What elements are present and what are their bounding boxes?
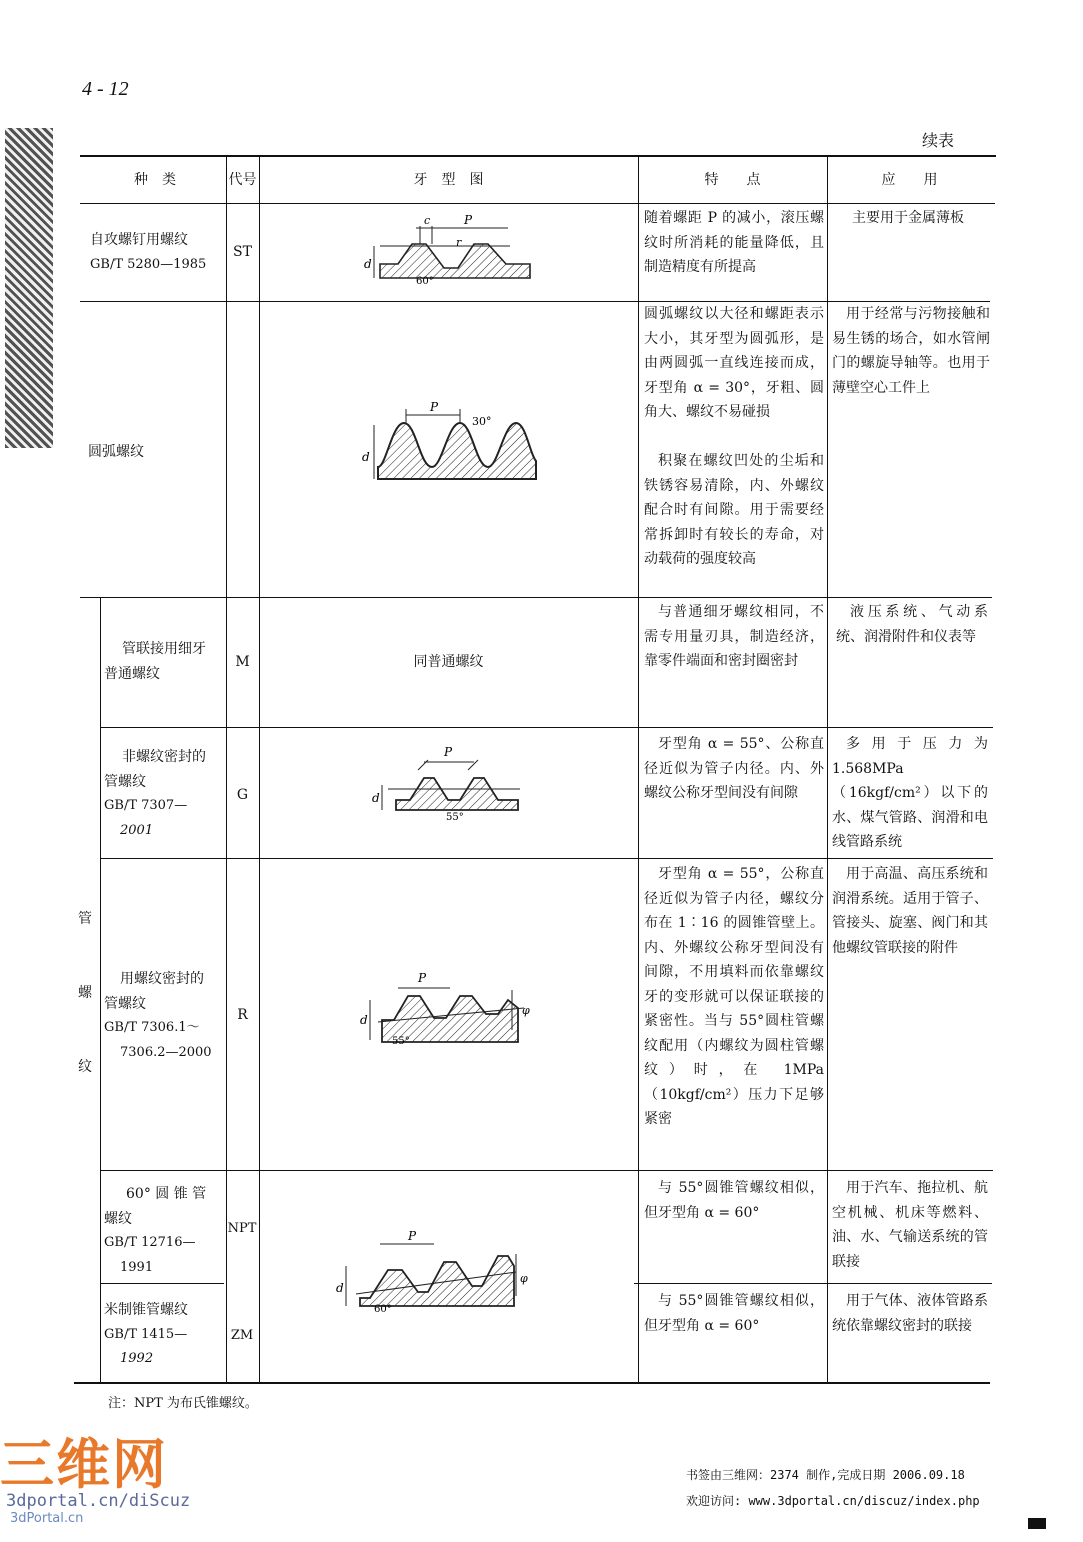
watermark-url-2: 3dPortal.cn xyxy=(10,1511,84,1526)
thread-standard-1: GB/T 7306.1～ xyxy=(104,1020,200,1035)
row-m-name xyxy=(104,637,224,686)
label-angle: 60° xyxy=(416,276,434,287)
row-rule xyxy=(100,727,993,728)
g-profile-diagram xyxy=(368,740,528,825)
label-angle: 60° xyxy=(374,1304,392,1315)
footer-visit-line: 欢迎访问: www.3dportal.cn/discuz/index.php xyxy=(686,1494,980,1508)
row-arc-application: 用于经常与污物接触和易生锈的场合，如水管闸门的螺旋导轴等。也用于薄壁空心工件上 xyxy=(832,306,990,396)
row-rule xyxy=(100,858,993,859)
row-m-code: M xyxy=(235,654,250,670)
thread-name: 自攻螺钉用螺纹 xyxy=(90,232,188,248)
label-phi: φ xyxy=(522,1004,530,1017)
header-application: 应 用 xyxy=(881,172,938,188)
thread-standard-2: 1992 xyxy=(120,1351,154,1366)
label-p: P xyxy=(444,745,453,759)
row-zm-application: 用于气体、液体管路系统依靠螺纹密封的联接 xyxy=(832,1293,988,1334)
npt-profile-diagram xyxy=(330,1226,530,1316)
row-g-code: G xyxy=(236,787,249,803)
continued-label: 续表 xyxy=(922,131,955,150)
header-features: 特 点 xyxy=(704,172,761,188)
row-zm-name xyxy=(104,1298,224,1372)
header-rule xyxy=(80,203,995,204)
label-d: d xyxy=(362,450,370,464)
row-arc-features-2: 积聚在螺纹凹处的尘垢和铁锈容易清除，内、外螺纹配合时有间隙。用于需要经常拆卸时有较长的寿命，对动载荷的强度较高 xyxy=(644,453,824,567)
row-r-application: 用于高温、高压系统和润滑系统。适用于管子、管接头、旋塞、阀门和其他螺纹管联接的附件 xyxy=(832,866,988,956)
watermark xyxy=(0,1433,191,1526)
label-d: d xyxy=(364,257,372,271)
table-top-rule xyxy=(80,155,996,157)
row-g-name xyxy=(104,745,224,843)
thread-name-2: 普通螺纹 xyxy=(104,665,160,682)
label-d: d xyxy=(372,791,380,805)
thread-name-1: 60° 圆 锥 管 xyxy=(126,1186,207,1202)
row-m-features: 与普通细牙螺纹相同，不需专用量刃具，制造经济，靠零件端面和密封圈密封 xyxy=(644,604,824,669)
col-line-features xyxy=(827,157,828,1383)
col-line-kind xyxy=(226,157,227,1383)
thread-standard-1: GB/T 12716— xyxy=(104,1235,196,1250)
row-arc-features-1: 圆弧螺纹以大径和螺距表示大小，其牙型为圆弧形，是由两圆弧一直线连接而成，牙型角 α = 30°，牙粗、圆角大、螺纹不易碰损 xyxy=(644,306,824,420)
row-g-features: 牙型角 α = 55°、公称直径近似为管子内径。内、外螺纹公称牙型间没有间隙 xyxy=(644,736,824,801)
header-kind: 种 类 xyxy=(134,172,176,188)
table-bottom-rule xyxy=(74,1382,990,1384)
thread-name-1: 米制锥管螺纹 xyxy=(104,1302,188,1318)
table-note: 注：NPT 为布氏锥螺纹。 xyxy=(108,1396,258,1411)
group-label-char: 纹 xyxy=(78,1059,92,1075)
group-label-char: 管 xyxy=(78,911,92,927)
thread-name-2: 管螺纹 xyxy=(104,995,146,1012)
label-phi: φ xyxy=(520,1272,528,1285)
row-r-name xyxy=(104,967,224,1065)
label-angle: 55° xyxy=(446,812,464,823)
row-st-application: 主要用于金属薄板 xyxy=(852,210,964,226)
header-profile: 牙 型 图 xyxy=(413,172,484,188)
footer-bookmark-line: 书签由三维网：2374 制作,完成日期 2006.09.18 xyxy=(686,1468,965,1482)
label-r: r xyxy=(456,236,462,249)
label-angle: 55° xyxy=(392,1036,410,1047)
row-st-code: ST xyxy=(233,244,252,260)
thread-standard-1: GB/T 1415— xyxy=(104,1326,188,1342)
row-npt-features: 与 55°圆锥管螺纹相似，但牙型角 α = 60° xyxy=(644,1180,824,1221)
thread-name-2: 管螺纹 xyxy=(104,773,146,790)
thread-name-2: 螺纹 xyxy=(104,1210,132,1227)
row-zm-code: ZM xyxy=(230,1328,254,1343)
row-rule xyxy=(80,597,992,598)
thread-standard-2: 2001 xyxy=(120,822,154,838)
page-number: 4 - 12 xyxy=(82,78,129,100)
row-r-code: R xyxy=(237,1007,248,1023)
arc-profile-diagram xyxy=(358,395,543,495)
thread-standard-1: GB/T 7307— xyxy=(104,798,188,813)
thread-standard-2: 1991 xyxy=(120,1259,154,1275)
st-profile-diagram xyxy=(360,206,540,296)
row-zm-features: 与 55°圆锥管螺纹相似，但牙型角 α = 60° xyxy=(644,1293,824,1334)
row-g-application: 多用于压力为 1.568MPa（16kgf/cm²）以下的水、煤气管路、润滑和电线管路系统 xyxy=(832,736,988,850)
row-st-features: 随着螺距 P 的减小，滚压螺纹时所消耗的能量降低，且制造精度有所提高 xyxy=(644,210,824,275)
row-m-application: 液压系统、气动系统、润滑附件和仪表等 xyxy=(836,604,988,645)
label-p: P xyxy=(418,971,427,985)
row-rule-partial xyxy=(100,1283,224,1284)
header-code: 代号 xyxy=(228,172,257,188)
row-m-profile-text: 同普通螺纹 xyxy=(413,654,484,670)
col-line-group xyxy=(100,597,101,1383)
row-arc-name: 圆弧螺纹 xyxy=(88,444,144,460)
thread-standard: GB/T 5280—1985 xyxy=(90,256,207,272)
binding-strip xyxy=(5,128,53,448)
r-profile-diagram xyxy=(358,960,538,1055)
label-p: P xyxy=(430,400,439,414)
col-line-profile xyxy=(638,157,639,1383)
watermark-logo: 三维网 xyxy=(0,1433,168,1496)
row-rule xyxy=(100,1170,993,1171)
thread-standard-2: 7306.2—2000 xyxy=(120,1044,212,1060)
label-d: d xyxy=(360,1013,368,1027)
label-p: P xyxy=(464,213,473,227)
corner-mark xyxy=(1028,1518,1046,1529)
row-r-features: 牙型角 α = 55°，公称直径近似为管子内径，螺纹分布在 1∶16 的圆锥管壁上。内、外螺纹公称牙型间没有间隙，不用填料而依靠螺纹牙的变形就可以保证联接的紧密性。当与 55°圆柱管螺纹配用（内螺纹为圆柱管螺纹）时，在 1MPa（10kgf/cm²）压力下足够紧密 xyxy=(644,866,824,1127)
label-angle: 30° xyxy=(472,415,492,428)
label-d: d xyxy=(336,1281,344,1295)
thread-name-1: 非螺纹密封的 xyxy=(122,749,206,765)
row-npt-application: 用于汽车、拖拉机、航空机械、机床等燃料、油、水、气输送系统的管联接 xyxy=(832,1180,988,1270)
row-rule-partial xyxy=(634,1283,992,1284)
thread-name-1: 管联接用细牙 xyxy=(122,641,206,657)
thread-name-1: 用螺纹密封的 xyxy=(120,971,204,987)
col-line-code xyxy=(259,157,260,1383)
row-st-name xyxy=(90,228,225,277)
watermark-url: 3dportal.cn/diScuz xyxy=(6,1491,191,1511)
label-c: c xyxy=(424,214,431,227)
label-p: P xyxy=(408,1229,417,1243)
row-npt-code: NPT xyxy=(227,1221,257,1236)
group-label-char: 螺 xyxy=(78,985,92,1001)
row-npt-name xyxy=(104,1182,224,1280)
